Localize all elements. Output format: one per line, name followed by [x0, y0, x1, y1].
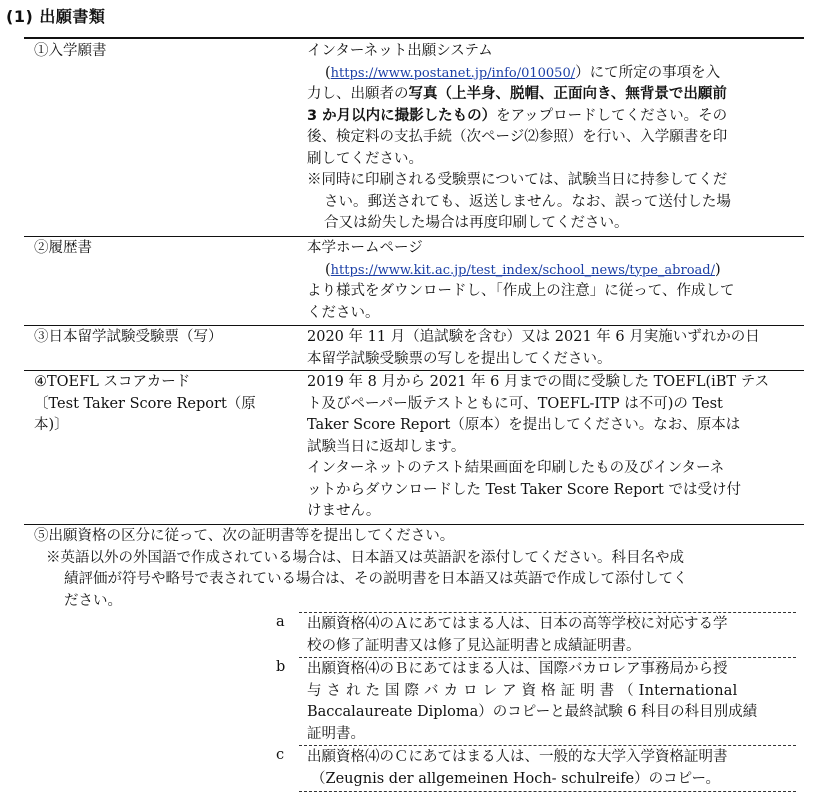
row-value-application-form: インターネット出願システム (https://www.postanet.jp/info/010050/）にて所定の事項を入 力し、出願者の写真（上半身、脱帽、正面向き、無背景で出願前 3 か月以内に撮影したもの）をアップロードしてください。その 後、検定料の支払手続（次ページ⑵参照）を行い、入学願書を印 刷してください。 ※同時に印刷される受験票については、試験当日に持参してくだ さい。郵送されても、返送しません。なお、誤って送付した場 合又は紛失した場合は再度印刷してください。 [307, 41, 795, 235]
sub-divider [299, 657, 796, 658]
row-divider [24, 370, 804, 371]
row-label-application-form: ①入学願書 [34, 43, 107, 59]
item-a-text: 出願資格⑷のＡにあてはまる人は、日本の高等学校に対応する学 校の修了証明書又は修了見込証明書と成績証明書。 [307, 616, 728, 654]
row-label-toefl: ④TOEFL スコアカード 〔Test Taker Score Report（原 本)〕 [34, 374, 256, 433]
row-value-resume: 本学ホームページ (https://www.kit.ac.jp/test_index/school_news/type_abroad/) より様式をダウンロードし、「作成上の注意」に従って、作成して ください。 [307, 240, 735, 321]
sub-divider [299, 745, 796, 746]
item-letter-b: b [276, 659, 286, 675]
row-divider [24, 236, 804, 237]
postanet-link[interactable]: https://www.postanet.jp/info/010050/ [330, 65, 576, 81]
item-b-text: 出願資格⑷のＢにあてはまる人は、国際バカロレア事務局から授 与 さ れ た 国 際 バ カ ロ レ ア 資 格 証 明 書 （ International Baccalaureate Diploma）のコピーと最終試験 6 科目の科目別成績 証明書。 [307, 661, 758, 742]
row-label-resume: ②履歴書 [34, 240, 92, 256]
sub-divider [299, 612, 796, 613]
row-divider [24, 325, 804, 326]
row5-title: ⑤出願資格の区分に従って、次の証明書等を提出してください。 [34, 528, 455, 544]
postanet-line: (https://www.postanet.jp/info/010050/）にて所定の事項を入 [325, 64, 721, 81]
section-heading: (1) 出願書類 [6, 7, 106, 26]
kit-link[interactable]: https://www.kit.ac.jp/test_index/school_news/type_abroad/ [330, 262, 715, 278]
row-value-toefl: 2019 年 8 月から 2021 年 6 月までの間に受験した TOEFL(iBT テス ト及びペーパー版テストともに可、TOEFL-ITP は不可)の Test Taker Score Report（原本）を提出してください。なお、原本は 試験当日に返却します。 インターネットのテスト結果画面を印刷したもの及びインターネ ットからダウンロードした Test Taker Score Report では受け付 けません。 [307, 374, 770, 519]
table-top-rule [24, 37, 804, 39]
row-qualification-certificates: ⑤出願資格の区分に従って、次の証明書等を提出してください。 ※英語以外の外国語で作成されている場合は、日本語又は英語訳を添付してください。科目名や成 績評価が符号や略号で表されている場合は、その説明書を日本語又は英語で作成して添付してく ださい。 [34, 526, 804, 612]
item-c-text: 出願資格⑷のＣにあてはまる人は、一般的な大学入学資格証明書 （Zeugnis der allgemeinen Hoch- schulreife）のコピー。 [307, 749, 728, 787]
note-ticket: ※同時に印刷される受験票については、試験当日に持参してくだ [307, 172, 728, 188]
item-letter-c: c [276, 747, 285, 763]
sub-divider [299, 791, 796, 792]
row-divider [24, 524, 804, 525]
item-letter-a: a [276, 614, 285, 630]
row-value-eju: 2020 年 11 月（追試験を含む）又は 2021 年 6 月実施いずれかの日 本留学試験受験票の写しを提出してください。 [307, 329, 760, 367]
row-label-eju: ③日本留学試験受験票（写） [34, 329, 223, 345]
